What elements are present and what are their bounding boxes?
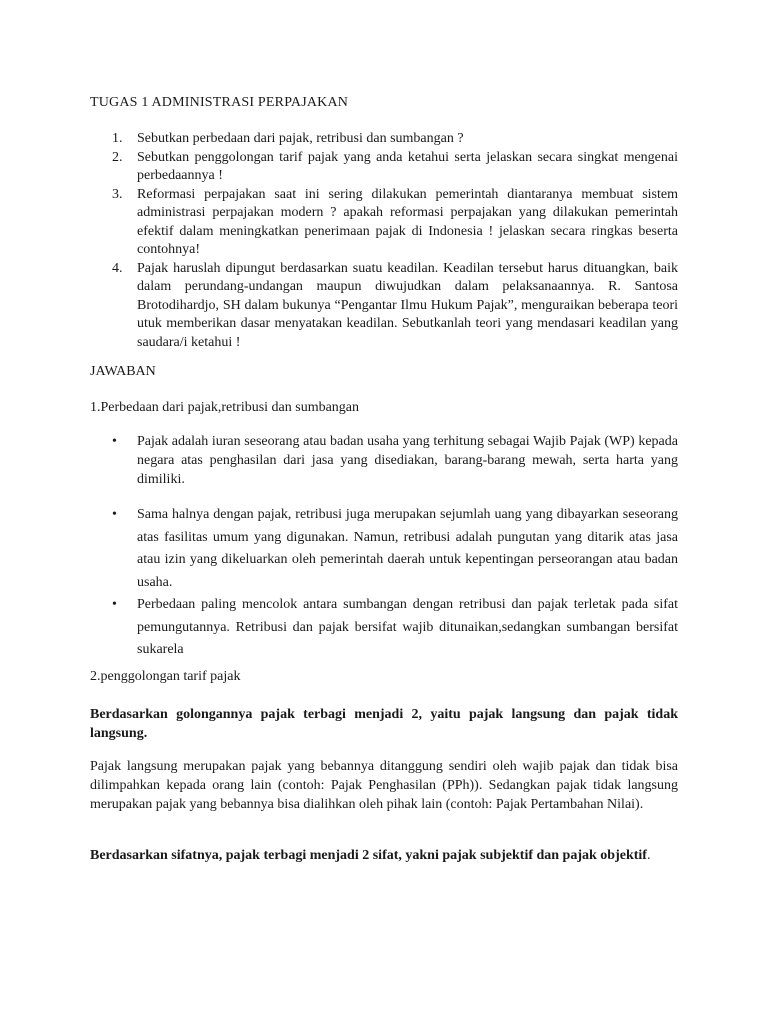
bullet-text: Pajak adalah iuran seseorang atau badan usaha yang terhitung sebagai Wajib Pajak (WP) kepada negara atas penghasilan dari jasa yang disediakan, barang-barang mewah, serta harta yang dimiliki.	[137, 434, 678, 487]
section-1-heading: 1.Perbedaan dari pajak,retribusi dan sumbangan	[90, 400, 360, 415]
question-text: Sebutkan penggolongan tarif pajak yang anda ketahui serta jelaskan secara singkat mengenai perbedaannya !	[137, 149, 678, 183]
bullet-item	[90, 432, 678, 489]
paragraph-period: .	[646, 848, 651, 863]
bold-paragraph-text: Berdasarkan sifatnya, pajak terbagi menjadi 2 sifat, yakni pajak subjektif dan pajak objektif	[90, 848, 647, 863]
question-number: 4.	[112, 260, 123, 276]
bullet-icon: •	[112, 597, 117, 612]
bullet-text: Sama halnya dengan pajak, retribusi juga merupakan sejumlah uang yang dibayarkan seseorang atas fasilitas umum yang digunakan. Namun, retribusi adalah pungutan yang ditarik atas jasa atau izin yang dikeluarkan oleh pemerintah daerah untuk kepentingan perseorangan atau badan usaha.	[137, 507, 678, 590]
bullet-icon: •	[112, 434, 117, 449]
section-2-heading: 2.penggolongan tarif pajak	[90, 669, 241, 684]
bullet-text: Perbedaan paling mencolok antara sumbangan dengan retribusi dan pajak terletak pada sifat pemungutannya. Retribusi dan pajak bersifat wajib ditunaikan,sedangkan sumbangan bersifat sukarela	[137, 597, 678, 657]
question-text: Reformasi perpajakan saat ini sering dilakukan pemerintah diantaranya membuat sistem administrasi perpajakan modern ? apakah reformasi perpajakan yang dilakukan pemerintah efektif dalam meningkatkan penerimaan pajak di Indonesia ! jelaskan secara ringkas beserta contohnya!	[137, 186, 678, 257]
body-paragraph: Pajak langsung merupakan pajak yang bebannya ditanggung sendiri oleh wajib pajak dan tidak bisa dilimpahkan kepada orang lain (contoh: Pajak Penghasilan (PPh)). Sedangkan pajak tidak langsung merupakan pajak yang bebannya bisa dialihkan oleh pihak lain (contoh: Pajak Pertambahan Nilai).	[90, 759, 678, 812]
bullet-list	[90, 432, 678, 662]
bullet-item	[90, 594, 678, 662]
question-number: 1.	[112, 131, 123, 146]
bold-paragraph: Berdasarkan golongannya pajak terbagi menjadi 2, yaitu pajak langsung dan pajak tidak langsung.	[90, 707, 678, 741]
question-item	[90, 186, 678, 260]
document-title: TUGAS 1 ADMINISTRASI PERPAJAKAN	[90, 95, 349, 110]
question-item	[90, 149, 678, 186]
bullet-icon: •	[112, 507, 117, 522]
question-list	[90, 130, 678, 352]
question-number: 3.	[112, 186, 123, 202]
answers-heading: JAWABAN	[90, 364, 156, 379]
bold-paragraph	[90, 846, 678, 865]
question-number: 2.	[112, 149, 123, 165]
question-item	[90, 130, 678, 149]
question-text: Pajak haruslah dipungut berdasarkan suatu keadilan. Keadilan tersebut harus dituangkan, baik dalam perundang-undangan maupun diwujudkan dalam pelaksanaannya. R. Santosa Brotodihardjo, SH dalam bukunya “Pengantar Ilmu Hukum Pajak”, menguraikan beberapa teori utuk memberikan dasar menyatakan keadilan. Sebutkanlah teori yang mendasari keadilan yang saudara/i ketahui !	[137, 260, 678, 350]
bullet-item	[90, 504, 678, 594]
question-text: Sebutkan perbedaan dari pajak, retribusi dan sumbangan ?	[137, 131, 464, 146]
question-item	[90, 260, 678, 353]
